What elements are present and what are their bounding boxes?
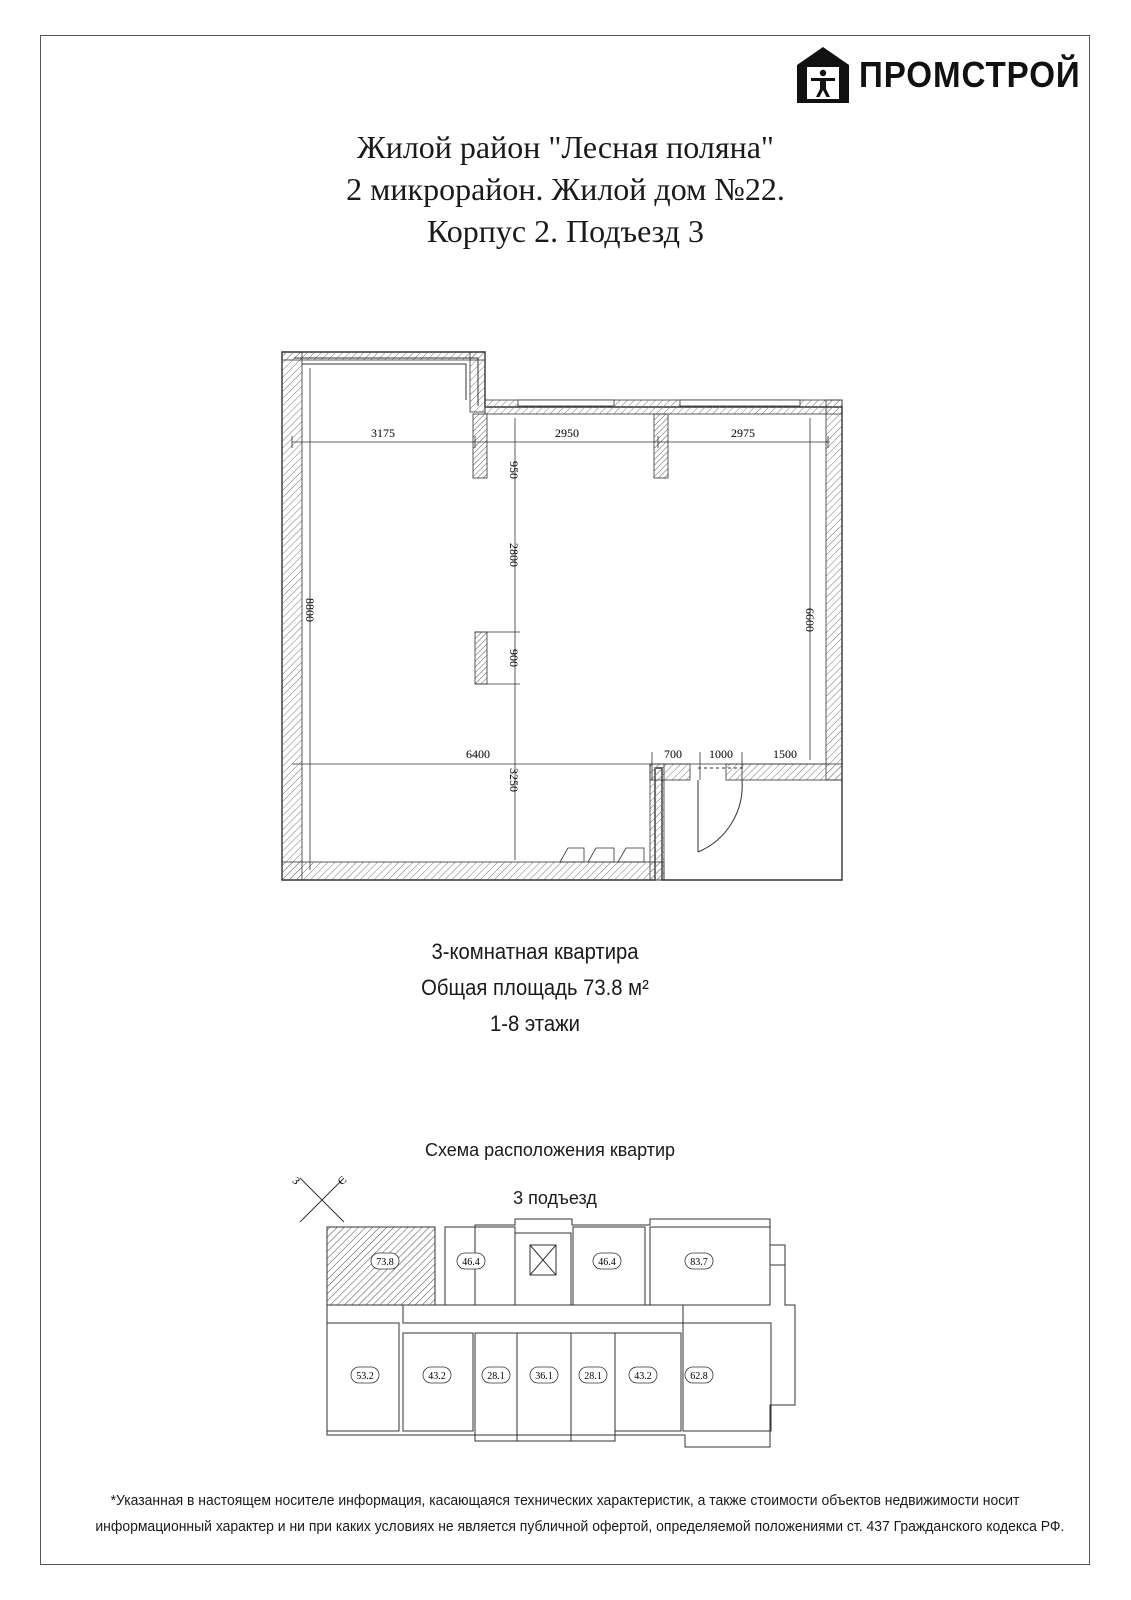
unit-badge: [482, 1367, 510, 1383]
column-middle: [654, 414, 668, 478]
unit-badge: [423, 1367, 451, 1383]
unit-area: 83.7: [690, 1257, 708, 1268]
column-center: [475, 632, 487, 684]
dim-700: 700: [664, 747, 682, 761]
compass-west: З: [289, 1175, 303, 1188]
dimension-lines: [292, 368, 830, 870]
disclaimer-line-1: *Указанная в настоящем носителе информация, касающаяся технических характеристик, а также стоимости объектов недвижимости носит: [110, 1492, 1020, 1509]
unit-badge: [629, 1367, 657, 1383]
dim-3250: 3250: [507, 768, 521, 792]
dim-900: 900: [507, 649, 521, 667]
dim-top-2: 2950: [555, 426, 579, 440]
apartment-type: 3-комнатная квартира: [431, 939, 639, 964]
unit-area: 43.2: [428, 1371, 446, 1382]
title-line-3: Корпус 2. Подъезд 3: [426, 213, 705, 249]
dim-2800: 2800: [507, 543, 521, 567]
dim-6400: 6400: [466, 747, 490, 761]
apartment-info: [43, 934, 1027, 1042]
title-line-1: Жилой район "Лесная поляна": [357, 129, 774, 165]
unit-area: 46.4: [462, 1257, 480, 1268]
entrance-door: [698, 768, 746, 852]
brand-name: ПРОМСТРОЙ: [859, 54, 1081, 95]
unit-area: 28.1: [487, 1371, 505, 1382]
unit-area: 73.8: [376, 1257, 394, 1268]
floor-scheme: [325, 1225, 815, 1465]
unit-badge: [685, 1253, 713, 1269]
house-person-icon: [795, 45, 851, 105]
unit-badge: [685, 1367, 713, 1383]
dim-1000: 1000: [709, 747, 733, 761]
unit-area: 43.2: [634, 1371, 652, 1382]
unit-area: 53.2: [356, 1371, 374, 1382]
radiators: [560, 848, 644, 862]
dim-950: 950: [507, 461, 521, 479]
title-line-2: 2 микрорайон. Жилой дом №22.: [346, 171, 785, 207]
entrance-label: 3 подъезд: [513, 1188, 597, 1208]
unit-area: 28.1: [584, 1371, 602, 1382]
unit-area: 46.4: [598, 1257, 616, 1268]
unit-badge: [457, 1253, 485, 1269]
compass-icon: [289, 1170, 352, 1230]
dim-1500: 1500: [773, 747, 797, 761]
unit-area: 36.1: [535, 1371, 553, 1382]
unit-badge: [579, 1367, 607, 1383]
unit-badge: [530, 1367, 558, 1383]
page-title: [0, 126, 1131, 252]
unit-badge: [371, 1253, 399, 1269]
unit-badge: [593, 1253, 621, 1269]
unit-area: 62.8: [690, 1371, 708, 1382]
brand-logo: [795, 45, 1100, 105]
unit-badge: [351, 1367, 379, 1383]
floor-plan: [270, 340, 870, 920]
disclaimer: [95, 1488, 1065, 1540]
compass-north: С: [335, 1174, 350, 1188]
apartment-floors: 1-8 этажи: [490, 1011, 580, 1036]
disclaimer-line-2: информационный характер и ни при каких условиях не является публичной офертой, определяемой положениями ст. 437 Гражданского кодекса РФ.: [95, 1518, 1065, 1535]
scheme-title: Схема расположения квартир: [424, 1140, 676, 1160]
dim-top-1: 3175: [371, 426, 395, 440]
apartment-area: Общая площадь 73.8 м²: [421, 975, 649, 1000]
dim-right-height: 6600: [803, 608, 817, 632]
dim-left-height: 8800: [303, 598, 317, 622]
dim-top-3: 2975: [731, 426, 755, 440]
